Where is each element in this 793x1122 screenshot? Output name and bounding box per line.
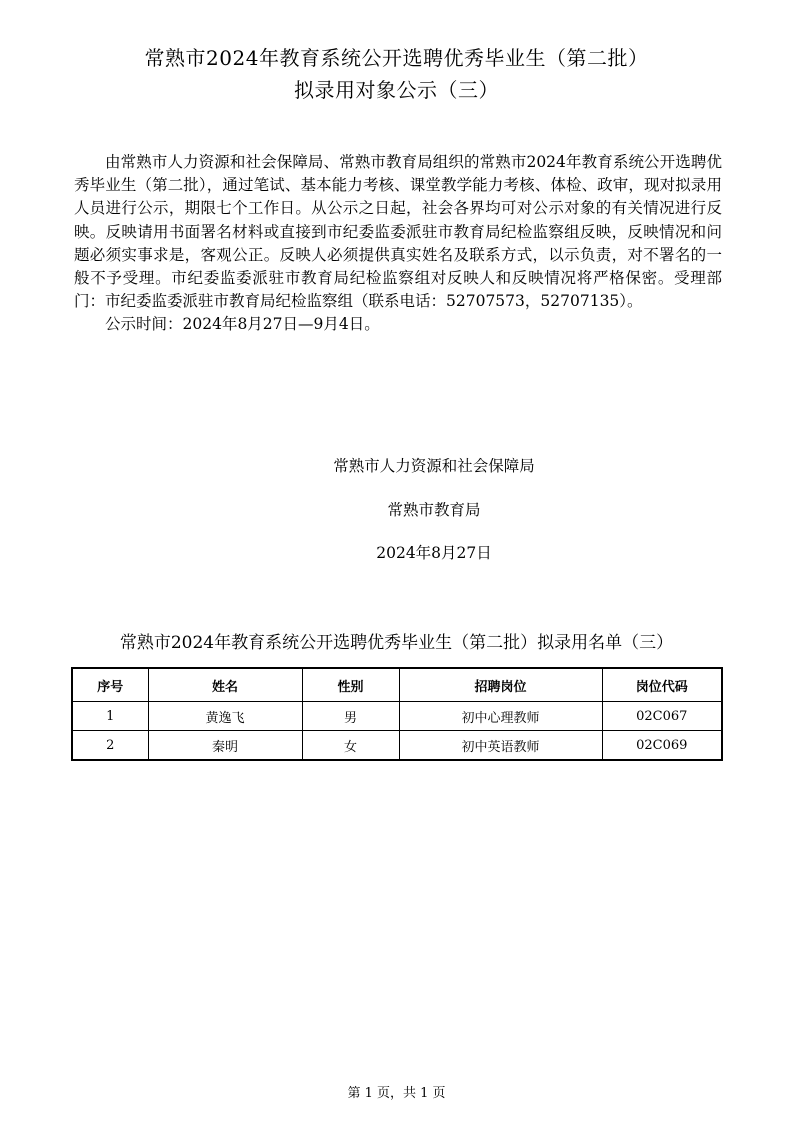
header-index: 序号 xyxy=(72,668,148,702)
cell-name: 黄逸飞 xyxy=(148,702,302,731)
cell-name: 秦明 xyxy=(148,731,302,761)
document-title-line-1: 常熟市2024年教育系统公开选聘优秀毕业生（第二批） xyxy=(144,46,649,70)
header-position: 招聘岗位 xyxy=(399,668,602,702)
page-footer: 第 1 页，共 1 页 xyxy=(347,1086,446,1101)
document-title-line-2: 拟录用对象公示（三） xyxy=(294,78,499,102)
signature-date: 2024年8月27日 xyxy=(376,544,492,562)
cell-position: 初中英语教师 xyxy=(399,731,602,761)
cell-index: 1 xyxy=(72,702,148,731)
table-row xyxy=(72,731,722,761)
cell-position-code: 02C067 xyxy=(602,702,722,731)
signature-org-education-bureau: 常熟市教育局 xyxy=(387,501,481,519)
cell-gender: 男 xyxy=(302,702,399,731)
roster-table-title: 常熟市2024年教育系统公开选聘优秀毕业生（第二批）拟录用名单（三） xyxy=(119,633,674,653)
header-name: 姓名 xyxy=(148,668,302,702)
roster-table xyxy=(71,667,723,761)
cell-gender: 女 xyxy=(302,731,399,761)
announcement-body xyxy=(74,151,722,337)
cell-position: 初中心理教师 xyxy=(399,702,602,731)
cell-index: 2 xyxy=(72,731,148,761)
table-row xyxy=(72,702,722,731)
signature-org-hr-bureau: 常熟市人力资源和社会保障局 xyxy=(333,457,535,475)
table-header-row xyxy=(72,668,722,702)
header-position-code: 岗位代码 xyxy=(602,668,722,702)
cell-position-code: 02C069 xyxy=(602,731,722,761)
announcement-paragraph: 由常熟市人力资源和社会保障局、常熟市教育局组织的常熟市2024年教育系统公开选聘优秀毕业生（第二批），通过笔试、基本能力考核、课堂教学能力考核、体检、政审，现对拟录用人员进行公示，期限七个工作日。从公示之日起，社会各界均可对公示对象的有关情况进行反映。反映请用书面署名材料或直接到市纪委监委派驻市教育局纪检监察组反映，反映情况和问题必须实事求是，客观公正。反映人必须提供真实姓名及联系方式，以示负责，对不署名的一般不予受理。市纪委监委派驻市教育局纪检监察组对反映人和反映情况将严格保密。受理部门：市纪委监委派驻市教育局纪检监察组（联系电话：52707573，52707135）。 xyxy=(74,153,722,311)
header-gender: 性别 xyxy=(302,668,399,702)
announcement-period: 公示时间：2024年8月27日—9月4日。 xyxy=(105,315,380,334)
